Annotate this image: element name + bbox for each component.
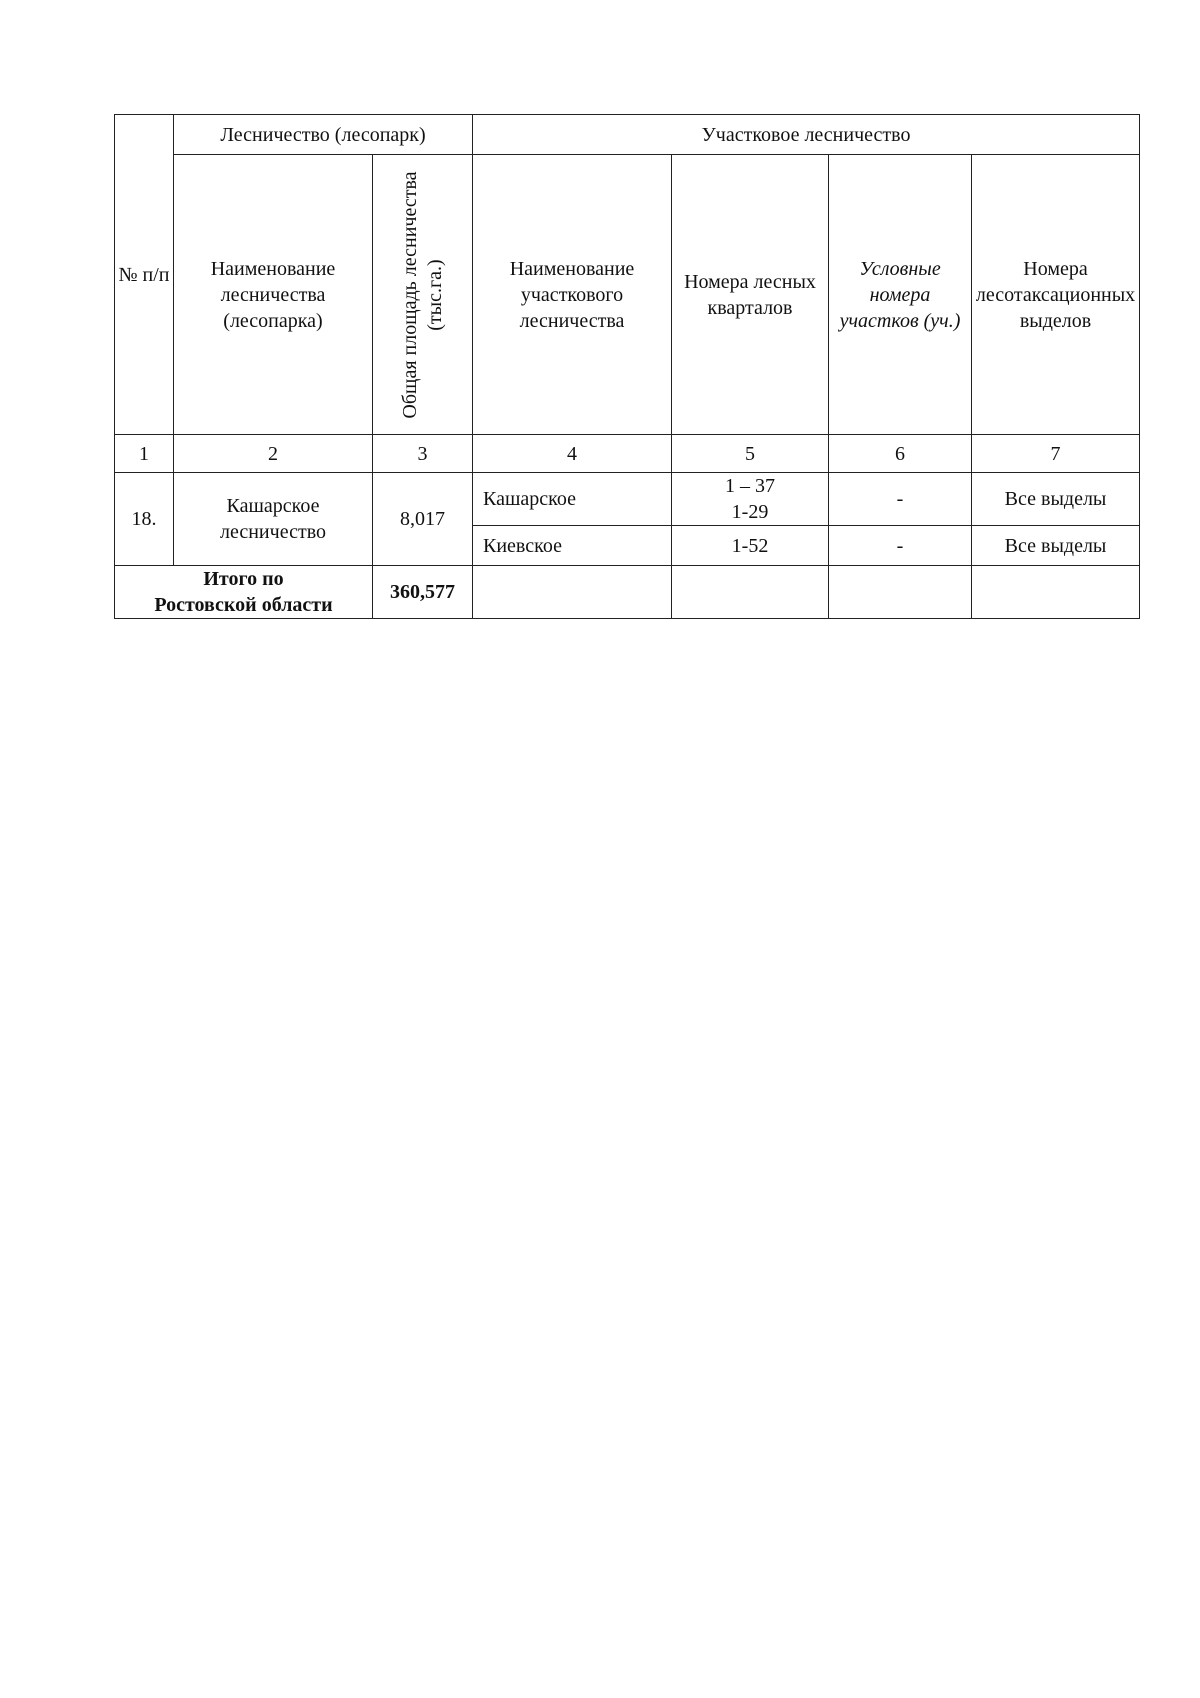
entry-number: 18. xyxy=(115,473,174,566)
district-quarters-line: 1 – 37 xyxy=(725,475,776,497)
header-columns-row xyxy=(115,155,1140,435)
document-page xyxy=(114,114,1140,619)
district-quarters-line: 1-29 xyxy=(731,501,769,523)
total-label xyxy=(115,566,373,619)
total-label-line: Ростовской области xyxy=(154,594,333,616)
header-group-district: Участковое лесничество xyxy=(473,115,1140,155)
district-name: Кашарское xyxy=(473,473,672,526)
col-number-2: 2 xyxy=(174,435,373,473)
total-label-line: Итого по xyxy=(203,568,284,590)
header-group-forestry: Лесничество (лесопарк) xyxy=(174,115,473,155)
total-value: 360,577 xyxy=(373,566,473,619)
col-number-7: 7 xyxy=(972,435,1140,473)
total-empty-cell xyxy=(672,566,829,619)
header-col-sites: Условные номера участков (уч.) xyxy=(829,155,972,435)
column-number-row xyxy=(115,435,1140,473)
header-col-forestry-name: Наименование лесничества (лесопарка) xyxy=(174,155,373,435)
entry-forestry-name: Кашарское лесничество xyxy=(174,473,373,566)
header-col-district-name: Наименование участкового лесничества xyxy=(473,155,672,435)
header-group-row xyxy=(115,115,1140,155)
total-row xyxy=(115,566,1140,619)
district-sites: - xyxy=(829,526,972,566)
district-quarters xyxy=(672,473,829,526)
col-number-1: 1 xyxy=(115,435,174,473)
col-number-4: 4 xyxy=(473,435,672,473)
total-empty-cell xyxy=(972,566,1140,619)
header-col-units: Номера лесотаксационных выделов xyxy=(972,155,1140,435)
table-row xyxy=(115,473,1140,526)
col-number-5: 5 xyxy=(672,435,829,473)
col-number-3: 3 xyxy=(373,435,473,473)
district-units: Все выделы xyxy=(972,526,1140,566)
header-col-num: № п/п xyxy=(115,115,174,435)
header-col-total-area xyxy=(373,155,473,435)
col-number-6: 6 xyxy=(829,435,972,473)
entry-total-area: 8,017 xyxy=(373,473,473,566)
total-empty-cell xyxy=(829,566,972,619)
header-col-total-area-text: Общая площадь лесничества (тыс.га.) xyxy=(398,170,446,419)
total-empty-cell xyxy=(473,566,672,619)
forestry-table xyxy=(114,114,1140,619)
district-name: Киевское xyxy=(473,526,672,566)
district-sites: - xyxy=(829,473,972,526)
district-units: Все выделы xyxy=(972,473,1140,526)
header-col-quarters: Номера лесных кварталов xyxy=(672,155,829,435)
district-quarters: 1-52 xyxy=(672,526,829,566)
